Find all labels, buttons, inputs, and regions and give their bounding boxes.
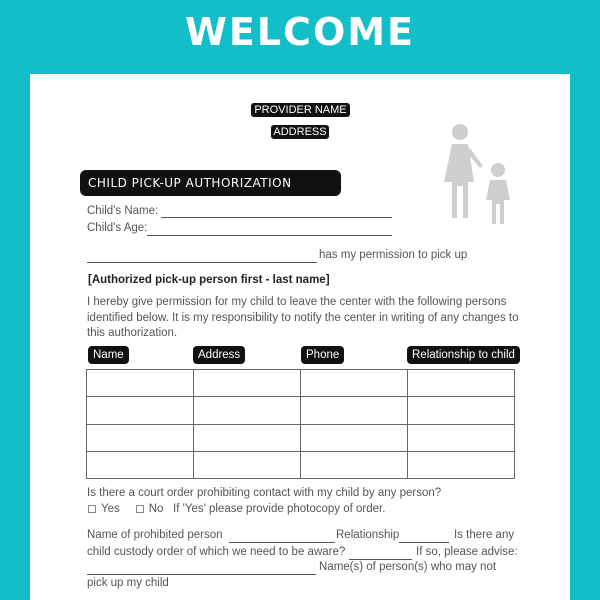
custody-field[interactable] (349, 559, 412, 560)
child-name-label: Child's Name: (87, 205, 159, 217)
custody-question-b: child custody order of which we need to be aware? (87, 546, 346, 558)
table-cell[interactable] (301, 451, 408, 478)
court-order-question: Is there a court order prohibiting contact with my child by any person? (87, 487, 442, 499)
prohibited-person-label: Name of prohibited person (87, 529, 223, 541)
no-checkbox[interactable] (136, 505, 144, 513)
table-row (87, 451, 515, 478)
authorized-persons-table (86, 369, 515, 479)
parent-child-icon (438, 120, 522, 228)
if-yes-text: If 'Yes' please provide photocopy of order. (173, 503, 386, 515)
table-cell[interactable] (87, 370, 194, 397)
child-age-field[interactable] (147, 235, 392, 236)
if-so-text: If so, please advise: (416, 546, 518, 558)
form-sheet (30, 74, 570, 600)
court-order-options (88, 503, 385, 515)
provider-name-label: PROVIDER NAME (250, 102, 351, 118)
table-row (87, 397, 515, 424)
authorized-person-field[interactable] (87, 262, 317, 263)
header-relationship: Relationship to child (407, 346, 520, 364)
form-title: CHILD PICK-UP AUTHORIZATION (80, 170, 341, 196)
table-cell[interactable] (194, 370, 301, 397)
table-cell[interactable] (194, 424, 301, 451)
permission-text: has my permission to pick up (319, 249, 468, 261)
table-cell[interactable] (301, 370, 408, 397)
table-cell[interactable] (87, 424, 194, 451)
header-phone: Phone (301, 346, 344, 364)
child-age-label: Child's Age: (87, 222, 148, 234)
table-cell[interactable] (301, 424, 408, 451)
table-cell[interactable] (194, 397, 301, 424)
relationship-label: Relationship (336, 529, 400, 541)
header-name: Name (88, 346, 129, 364)
table-cell[interactable] (408, 370, 515, 397)
no-label: No (148, 503, 164, 515)
welcome-title: WELCOME (184, 10, 416, 54)
authorized-person-label: [Authorized pick-up person first - last name] (88, 274, 330, 286)
yes-label: Yes (101, 503, 120, 515)
table-cell[interactable] (408, 424, 515, 451)
prohibited-person-field[interactable] (229, 542, 335, 543)
table-cell[interactable] (87, 451, 194, 478)
permission-paragraph: I hereby give permission for my child to leave the center with the following persons identified below. It is my responsibility to notify the center in writing of any changes to this authorization. (87, 296, 519, 339)
child-name-field[interactable] (161, 217, 392, 218)
custody-question-a: Is there any (454, 529, 515, 541)
table-cell[interactable] (408, 397, 515, 424)
table-cell[interactable] (194, 451, 301, 478)
table-cell[interactable] (408, 451, 515, 478)
address-label: ADDRESS (270, 124, 330, 140)
table-row (87, 370, 515, 397)
names-not-pickup-label: Name(s) of person(s) who may not (319, 561, 497, 573)
table-row (87, 424, 515, 451)
relationship-field[interactable] (399, 542, 449, 543)
yes-checkbox[interactable] (88, 505, 96, 513)
advise-field[interactable] (87, 574, 316, 575)
table-cell[interactable] (301, 397, 408, 424)
table-cell[interactable] (87, 397, 194, 424)
header-address: Address (193, 346, 245, 364)
pickup-label: pick up my child (87, 577, 169, 589)
